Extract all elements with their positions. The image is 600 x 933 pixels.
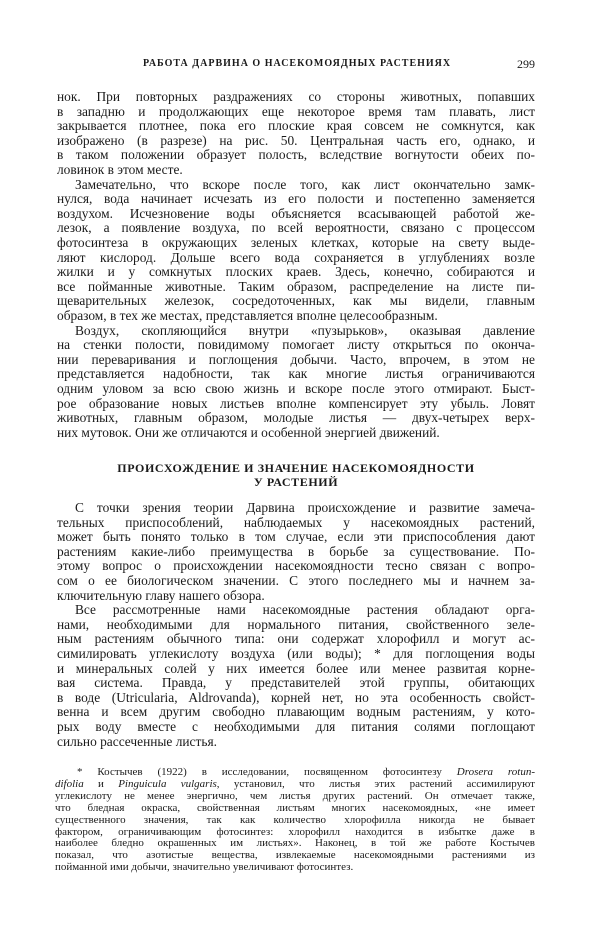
footnote-text: наиболее бледно окрашенных им листьях». Наконец, в той же работе Костычев: [55, 837, 535, 850]
footnote-line: [55, 778, 535, 790]
text-line: представляется надобности, так как многие листья ограничиваются: [57, 366, 535, 382]
text-line: ключительную главу нашего обзора.: [57, 587, 265, 603]
text-line: животных, главным образом, молодые листья — двух-четырех верх-: [57, 410, 535, 426]
text-line: нулся, вода начинает исчезать из его полости и постепенно заменяется: [57, 191, 535, 207]
text-line: вая система. Правда, у представителей этой группы, обитающих: [57, 675, 535, 691]
text-line: Замечательно, что вскоре после того, как лист окончательно замк-: [75, 176, 535, 192]
footnote-line: [55, 849, 535, 861]
text-line: сильно рассеченные листья.: [57, 733, 217, 749]
text-line: С точки зрения теории Дарвина происхождение и развитие замеча-: [75, 500, 535, 515]
text-line: и минеральных солей у них имеется более или менее развитая корне-: [57, 660, 535, 676]
text-line: фотосинтеза в окружающих зеленых клетках, которые на свету выде-: [57, 235, 535, 250]
footnote-line: [55, 861, 535, 873]
text-line: ляют кислород. Дольше всего вода сохраняется в углублениях возле: [57, 249, 535, 265]
text-line: лезок, а появление воздуха, по всей вероятности, связано с процессом: [57, 220, 535, 236]
footnote-line: [55, 837, 535, 849]
text-line: образом, в тех же местах, представляется вполне целесообразным.: [57, 308, 438, 323]
latin-species-name: Drosera rotun-: [456, 766, 535, 778]
text-line: жилки и у сомкнутых плоских краев. Здесь, конечно, собираются и: [57, 264, 535, 280]
latin-species-name: Pinguicula vulgaris: [118, 777, 217, 790]
footnote-text: существенного значения, так как количество хлорофилла никогда не бывает: [55, 813, 535, 826]
footnote-line: [55, 790, 535, 802]
text-line: изображено (в разрезе) на рис. 50. Центральная часть его, однако, и: [57, 132, 535, 148]
text-line: Воздух, скопляющийся внутри «пузырьков», оказывая давление: [75, 322, 535, 338]
text-line: нок. При повторных раздражениях со стороны животных, попавших: [57, 89, 535, 104]
text-line: щеварительных железок, сосредоточенных, как мы видели, главным: [57, 293, 535, 309]
text-line: одним уловом за всю свою жизнь и вскоре после этого отмирают. Быст-: [57, 381, 535, 396]
text-line: венна и всем другим свободно плавающим водным растениям, у кото-: [57, 704, 535, 720]
text-line: симилировать углекислоту воздуха (или воды); * для поглощения воды: [57, 646, 535, 661]
section-heading-line: У РАСТЕНИЙ: [253, 475, 339, 489]
page-number: 299: [517, 57, 535, 71]
running-head: РАБОТА ДАРВИНА О НАСЕКОМОЯДНЫХ РАСТЕНИЯХ: [143, 58, 452, 69]
text-line: этому вопрос о происхождении насекомоядности тесно связан с вопро-: [57, 558, 535, 574]
text-line: Все рассмотренные нами насекомоядные растения обладают орга-: [75, 602, 535, 618]
text-line: нами, необходимыми для нормального питания, свойственного зеле-: [57, 616, 535, 632]
text-line: рых воду вместе с необходимыми для питания солями поглощают: [57, 719, 535, 734]
footnote-text: пойманной ими добычи, значительно увеличивают фотосинтез.: [55, 861, 354, 874]
text-line: в воде (Utricularia, Aldrovanda), корней нет, но эта особенность свойст-: [57, 689, 535, 705]
section-heading-line: ПРОИСХОЖДЕНИЕ И ЗНАЧЕНИЕ НАСЕКОМОЯДНОСТИ: [117, 461, 475, 475]
footnote-line: [55, 826, 535, 838]
text-line: ным растениям обычного типа: они содержат хлорофилл и могут ас-: [57, 631, 535, 647]
text-line: сом о ее биологическом значении. С этого последнего мы и начнем за-: [57, 573, 535, 588]
text-line: в таком положении образует полость, вследствие вогнутости обеих по-: [57, 147, 535, 163]
text-line: ловинок в этом месте.: [57, 162, 183, 177]
footnote-text: фактором, ограничивающим фотосинтез: хлорофилл находится в избытке даже в: [55, 825, 535, 838]
footnote-text: показал, что азотистые вещества, извлекаемые насекомоядными растениями из: [55, 849, 535, 862]
footnote-line: [55, 814, 535, 826]
footnote-line: [55, 802, 535, 814]
footnote-text: и: [83, 777, 119, 790]
text-line: может быть понято только в том случае, если эти приспособления дают: [57, 529, 535, 545]
text-line: все пойманные животные. Таким образом, распределение на листе пи-: [57, 278, 535, 294]
text-line: воздухом. Исчезновение воды объясняется всасывающей работой же-: [57, 205, 535, 221]
footnote-text: углекислоту не менее энергично, чем листья других растений. Он отмечает также,: [55, 789, 535, 802]
footnote-text: что бледная окраска, свойственная листьям многих насекомоядных, «не имеет: [55, 801, 535, 814]
latin-species-name: difolia: [55, 777, 84, 790]
text-line: в западню и продолжающих еще некоторое время там плавать, лист: [57, 103, 535, 119]
footnote-text: * Костычев (1922) в исследовании, посвященном фотосинтезу: [77, 766, 457, 778]
text-line: растениям какие-либо преимущества в борьбе за существование. По-: [57, 543, 535, 559]
text-line: рое образование новых листьев вполне компенсирует эту убыль. Ловят: [57, 395, 535, 411]
footnote-line: [77, 766, 535, 778]
text-line: закрывается плотнее, пока его плоские края совсем не сомкнутся, как: [57, 118, 535, 134]
text-line: на стенки полости, повидимому помогает листу открыться по оконча-: [57, 337, 535, 353]
text-line: тельных приспособлений, наблюдаемых у насекомоядных растений,: [57, 514, 535, 530]
footnote-text: , установил, что листья этих растений ассимилируют: [216, 777, 535, 790]
text-line: них мутовок. Они же отличаются и особенной энергией движений.: [57, 424, 440, 440]
text-line: нии переваривания и поглощения добычи. Часто, впрочем, в этом не: [57, 351, 535, 367]
